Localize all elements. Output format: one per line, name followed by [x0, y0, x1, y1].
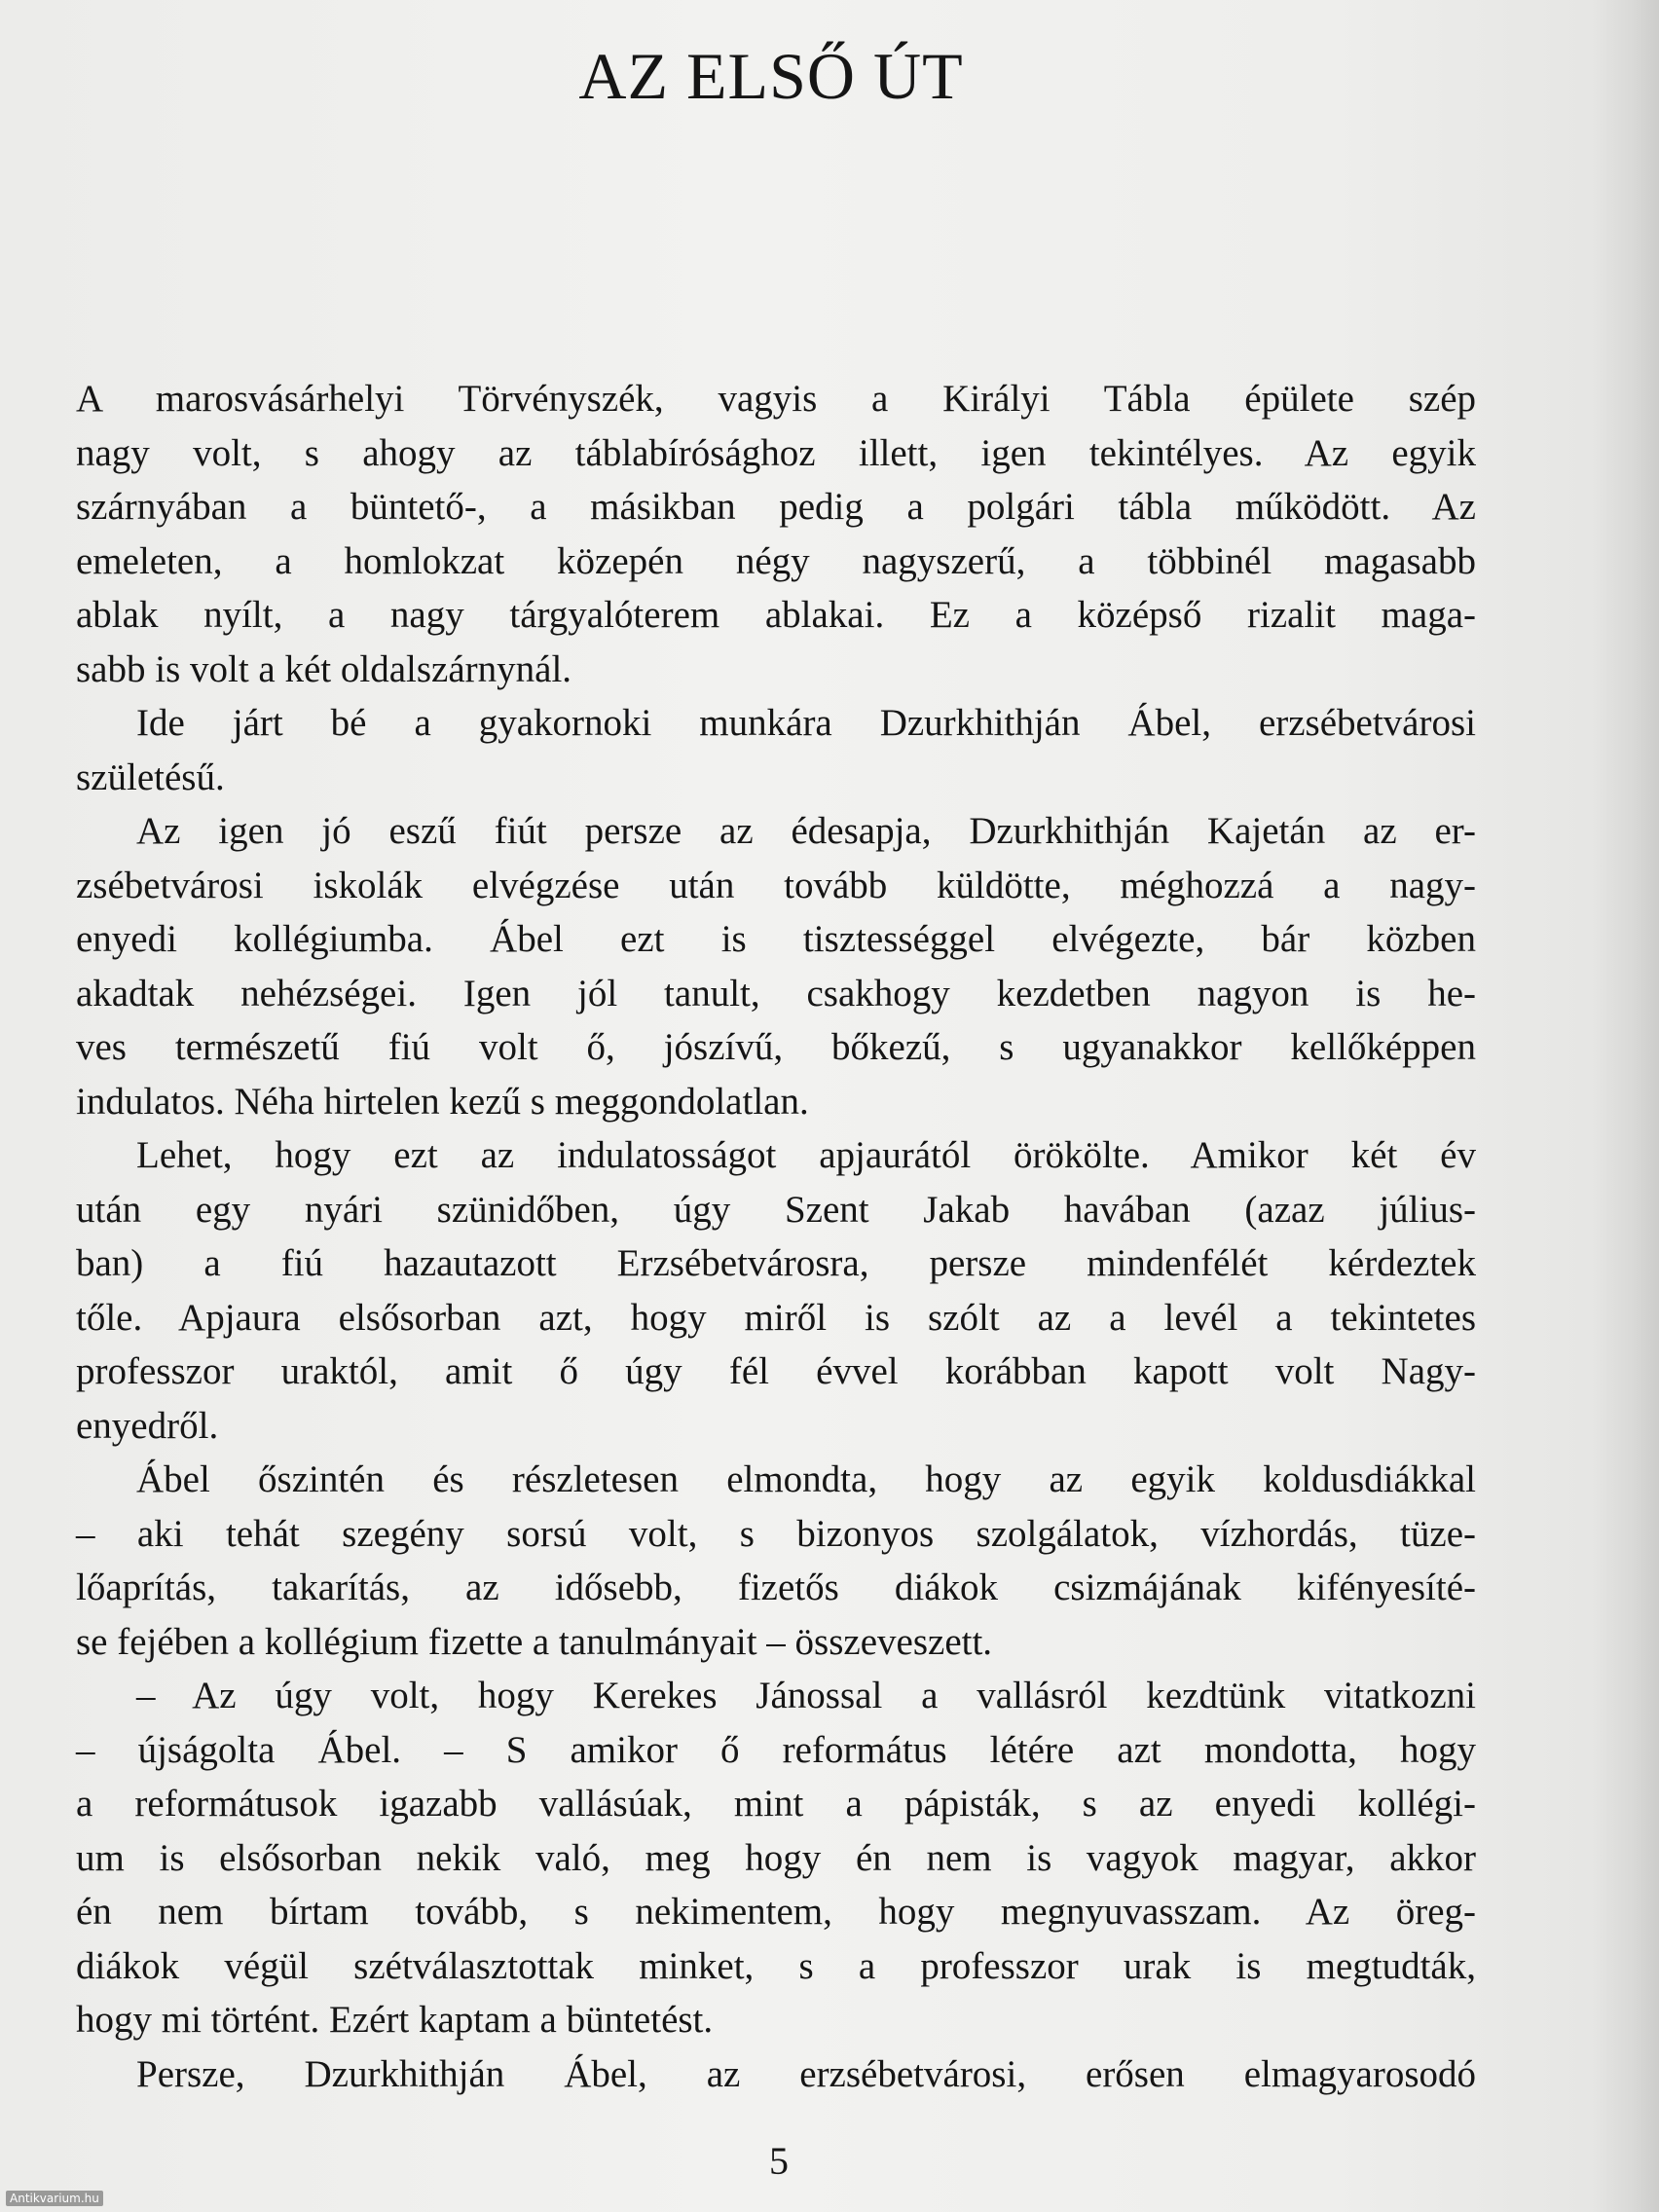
text-line: um is elsősorban nekik való, meg hogy én nem is vagyok magyar, akkor — [76, 1836, 1476, 1879]
text-line: ban) a fiú hazautazott Erzsébetvárosra, persze mindenfélét kérdeztek — [76, 1242, 1476, 1284]
text-line: enyedről. — [76, 1404, 219, 1447]
text-line: A marosvásárhelyi Törvényszék, vagyis a Királyi Tábla épülete szép — [76, 378, 1476, 420]
text-line: hogy mi történt. Ezért kaptam a büntetést. — [76, 1999, 714, 2041]
text-line: Persze, Dzurkhithján Ábel, az erzsébetvárosi, erősen elmagyarosodó — [136, 2052, 1476, 2095]
text-line: professzor uraktól, amit ő úgy fél évvel korábban kapott volt Nagy- — [76, 1350, 1476, 1392]
text-line: után egy nyári szünidőben, úgy Szent Jakab havában (azaz július- — [76, 1188, 1476, 1231]
text-line: akadtak nehézségei. Igen jól tanult, csakhogy kezdetben nagyon is he- — [76, 972, 1476, 1014]
text-line: szárnyában a büntető-, a másikban pedig a polgári tábla működött. Az — [76, 486, 1476, 528]
text-line: indulatos. Néha hirtelen kezű s meggondolatlan. — [76, 1080, 809, 1123]
text-line: ablak nyílt, a nagy tárgyalóterem ablakai. Ez a középső rizalit maga- — [76, 594, 1476, 636]
text-line: születésű. — [76, 756, 225, 798]
text-line: se fejében a kollégium fizette a tanulmányait – összeveszett. — [76, 1620, 993, 1663]
text-line: Ide járt bé a gyakornoki munkára Dzurkhithján Ábel, erzsébetvárosi — [136, 702, 1476, 744]
text-line: – aki tehát szegény sorsú volt, s bizonyos szolgálatok, vízhordás, tüze- — [76, 1512, 1476, 1555]
text-line: zsébetvárosi iskolák elvégzése után tovább küldötte, méghozzá a nagy- — [76, 864, 1476, 906]
text-line: emeleten, a homlokzat közepén négy nagyszerű, a többinél magasabb — [76, 539, 1476, 582]
text-line: tőle. Apjaura elsősorban azt, hogy miről is szólt az a levél a tekintetes — [76, 1296, 1476, 1339]
text-line: enyedi kollégiumba. Ábel ezt is tisztességgel elvégezte, bár közben — [76, 918, 1476, 960]
text-line: sabb is volt a két oldalszárnynál. — [76, 647, 572, 690]
chapter-title: AZ ELSŐ ÚT — [578, 39, 964, 113]
text-line: Ábel őszintén és részletesen elmondta, hogy az egyik koldusdiákkal — [136, 1458, 1476, 1500]
text-line: ves természetű fiú volt ő, jószívű, bőkezű, s ugyanakkor kellőképpen — [76, 1026, 1476, 1068]
text-line: Lehet, hogy ezt az indulatosságot apjaurától örökölte. Amikor két év — [136, 1134, 1476, 1176]
text-line: – Az úgy volt, hogy Kerekes Jánossal a vallásról kezdtünk vitatkozni — [136, 1675, 1476, 1716]
text-line: Az igen jó eszű fiút persze az édesapja, Dzurkhithján Kajetán az er- — [136, 810, 1476, 852]
text-line: diákok végül szétválasztottak minket, s a professzor urak is megtudták, — [76, 1944, 1476, 1987]
text-line: – újságolta Ábel. – S amikor ő református létére azt mondotta, hogy — [76, 1728, 1476, 1771]
watermark: Antikvarium.hu — [6, 2191, 103, 2206]
text-line: lőaprítás, takarítás, az idősebb, fizetős diákok csizmájának kifényesíté- — [76, 1567, 1476, 1608]
chapter-body — [76, 372, 1476, 2101]
page-number: 5 — [769, 2139, 789, 2183]
text-line: nagy volt, s ahogy az táblabírósághoz illett, igen tekintélyes. Az egyik — [76, 431, 1476, 474]
text-line: a reformátusok igazabb vallásúak, mint a pápisták, s az enyedi kollégi- — [76, 1783, 1476, 1825]
text-line: én nem bírtam tovább, s nekimentem, hogy megnyuvasszam. Az öreg- — [76, 1891, 1476, 1933]
page-edge-shadow — [1591, 0, 1659, 2212]
